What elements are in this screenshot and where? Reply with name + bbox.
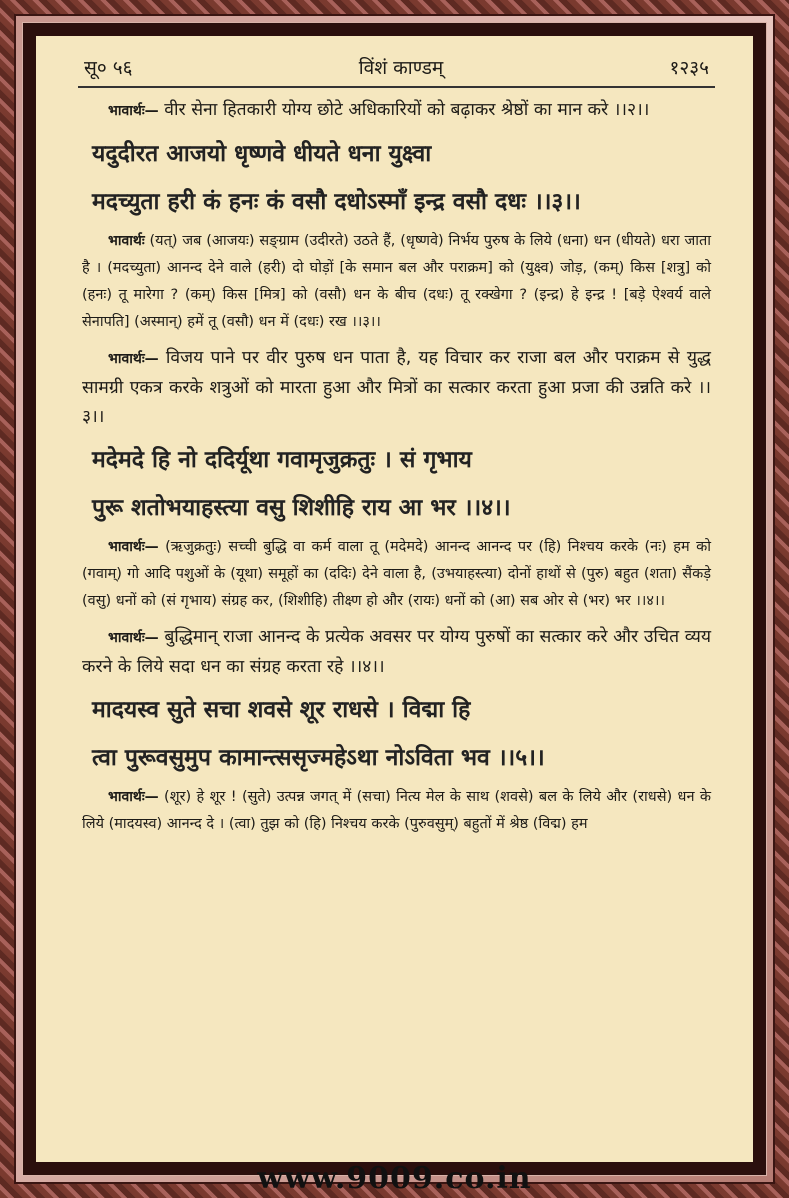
bhavartha-label: भावार्थः— [108, 351, 159, 367]
mantra-verse: मदेमदे हि नो ददिर्यूथा गवामृजुक्रतुः । सं गृभाय [92, 446, 472, 473]
word-meaning-paragraph [82, 228, 711, 336]
word-meaning-paragraph [82, 784, 711, 838]
mantra-verse: मादयस्व सुते सचा शवसे शूर राधसे । विद्मा हि [92, 696, 471, 723]
bhavartha-label: भावार्थः [108, 233, 145, 249]
mantra-verse: मदच्युता हरी कं हनः कं वसौ दधोऽस्माँ इन्द्र वसौ दधः ।।३।। [92, 188, 581, 215]
word-meaning-paragraph [82, 534, 711, 615]
paragraph-text: (ऋजुक्रतुः) सच्ची बुद्धि वा कर्म वाला तू (मदेमदे) आनन्द आनन्द पर (हि) निश्चय करके (नः) हम को (गवाम्) गो आदि पशुओं के (यूथा) समूहों का (ददिः) देने वाला है, (उभयाहस्त्या) दोनों हाथों से (पुरु) बहुत (शता) सैंकड़े (वसु) धनों को (सं गृभाय) संग्रह कर, (शिशीहि) तीक्ष्ण हो और (रायः) धनों को (आ) सब ओर से (भर) भर ।।४।। [82, 539, 712, 609]
summary-paragraph [82, 96, 711, 126]
paragraph-text: (यत्) जब (आजयः) सङ्ग्राम (उदीरते) उठते हैं, (धृष्णवे) निर्भय पुरुष के लिये (धना) धन (धीयते) धरा जाता है । (मदच्युता) आनन्द देने वाले (हरी) दो घोड़ों [के समान बल और पराक्रम] को (युक्ष्व) जोड़, (कम्) किस [शत्रु] को (हनः) तू मारेगा ? (कम्) किस [मित्र] को (वसौ) धन के बीच (दधः) तू रक्खेगा ? (इन्द्र) हे इन्द्र ! [बड़े ऐश्वर्य वाले सेनापति] (अस्मान्) हमें तू (वसौ) धन में (दधः) रख ।।३।। [82, 233, 711, 330]
scripture-page [36, 36, 753, 1162]
page-content [82, 96, 711, 838]
kanda-title: विंशं काण्डम् [358, 57, 444, 79]
mantra-verse: यदुदीरत आजयो धृष्णवे धीयते धना युक्ष्वा [92, 140, 432, 167]
bhavartha-label: भावार्थः— [108, 630, 159, 646]
website-watermark[interactable]: www.9009.co.in [257, 1161, 532, 1196]
mantra-verse: पुरू शतोभयाहस्त्या वसु शिशीहि राय आ भर ।।४।। [92, 494, 511, 521]
mantra-verse: त्वा पुरूवसुमुप कामान्त्ससृज्महेऽथा नोऽविता भव ।।५।। [92, 744, 545, 771]
paragraph-text: वीर सेना हितकारी योग्य छोटे अधिकारियों को बढ़ाकर श्रेष्ठों का मान करे ।।२।। [164, 100, 650, 120]
bhavartha-label: भावार्थः— [108, 539, 159, 555]
bhavartha-label: भावार्थः— [108, 103, 159, 119]
paragraph-text: विजय पाने पर वीर पुरुष धन पाता है, यह विचार कर राजा बल और पराक्रम से युद्ध सामग्री एकत्र करके शत्रुओं को मारता हुआ और मित्रों का सत्कार करता हुआ प्रजा की उन्नति करे ।।३।। [82, 348, 711, 427]
bhavartha-label: भावार्थः— [108, 789, 159, 805]
paragraph-text: (शूर) हे शूर ! (सुते) उत्पन्न जगत् में (सचा) नित्य मेल के साथ (शवसे) बल के लिये और (राधसे) धन के लिये (मादयस्व) आनन्द दे । (त्वा) तुझ को (हि) निश्चय करके (पुरुवसुम्) बहुतों में श्रेष्ठ (विद्म) हम [82, 789, 712, 832]
sukta-number: सू० ५६ [84, 57, 133, 79]
paragraph-text: बुद्धिमान् राजा आनन्द के प्रत्येक अवसर पर योग्य पुरुषों का सत्कार करे और उचित व्यय करने के लिये सदा धन का संग्रह करता रहे ।।४।। [82, 627, 711, 677]
page-header [78, 54, 715, 88]
summary-paragraph [82, 344, 711, 432]
summary-paragraph [82, 623, 711, 682]
page-number: १२३५ [669, 57, 709, 79]
